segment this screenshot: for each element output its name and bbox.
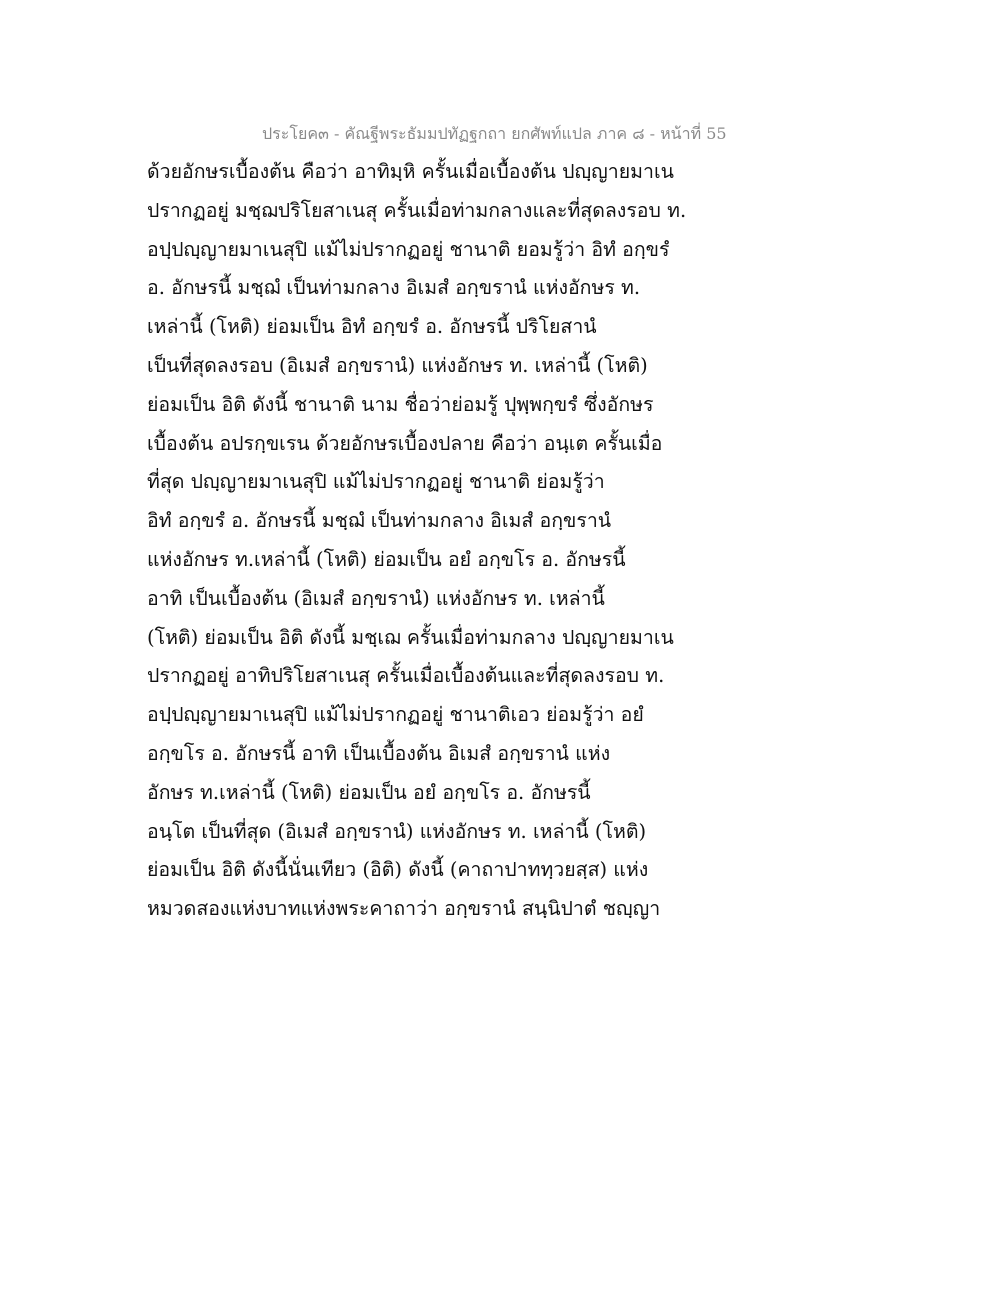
text-line: อนฺโต เป็นที่สุด (อิเมสํ อกฺขรานํ) แห่งอักษร ท. เหล่านี้ (โหติ): [147, 819, 647, 843]
body-text: [147, 153, 707, 929]
text-line: อปฺปญฺญายมาเนสุปิ แม้ไม่ปรากฏอยู่ ชานาติเอว ย่อมรู้ว่า อยํ: [147, 703, 644, 727]
text-line: ปรากฏอยู่ อาทิปริโยสาเนสุ ครั้นเมื่อเบื้องต้นและที่สุดลงรอบ ท.: [147, 664, 665, 688]
text-line: อ. อักษรนี้ มชฺฌํ เป็นท่ามกลาง อิเมสํ อกฺขรานํ แห่งอักษร ท.: [147, 276, 641, 300]
text-line: ย่อมเป็น อิติ ดังนี้ ชานาติ นาม ชื่อว่าย่อมรู้ ปุพฺพกฺขรํ ซึ่งอักษร: [147, 392, 654, 416]
text-line: แห่งอักษร ท.เหล่านี้ (โหติ) ย่อมเป็น อยํ อกฺขโร อ. อักษรนี้: [147, 547, 626, 571]
text-line: เหล่านี้ (โหติ) ย่อมเป็น อิทํ อกฺขรํ อ. อักษรนี้ ปริโยสานํ: [147, 315, 597, 339]
text-line: อิทํ อกฺขรํ อ. อักษรนี้ มชฺฌํ เป็นท่ามกลาง อิเมสํ อกฺขรานํ: [147, 509, 612, 533]
text-line: หมวดสองแห่งบาทแห่งพระคาถาว่า อกฺขรานํ สนฺนิปาตํ ชญฺญา: [147, 897, 661, 921]
text-line: ปรากฏอยู่ มชฺฌปริโยสาเนสุ ครั้นเมื่อท่ามกลางและที่สุดลงรอบ ท.: [147, 198, 687, 222]
text-line: ด้วยอักษรเบื้องต้น คือว่า อาทิมฺหิ ครั้นเมื่อเบื้องต้น ปญฺญายมาเน: [147, 160, 674, 183]
text-line: เบื้องต้น อปรกฺขเรน ด้วยอักษรเบื้องปลาย คือว่า อนฺเต ครั้นเมื่อ: [147, 431, 663, 455]
page-header: ประโยค๓ - คัณฐีพระธัมมปทัฏฐกถา ยกศัพท์แปล ภาค ๘ - หน้าที่ 55: [262, 124, 727, 143]
text-line: อาทิ เป็นเบื้องต้น (อิเมสํ อกฺขรานํ) แห่งอักษร ท. เหล่านี้: [147, 586, 605, 610]
text-line: ย่อมเป็น อิติ ดังนี้นั่นเทียว (อิติ) ดังนี้ (คาถาปาททฺวยสฺส) แห่ง: [147, 858, 649, 882]
text-line: อักษร ท.เหล่านี้ (โหติ) ย่อมเป็น อยํ อกฺขโร อ. อักษรนี้: [147, 780, 591, 804]
text-line: เป็นที่สุดลงรอบ (อิเมสํ อกฺขรานํ) แห่งอักษร ท. เหล่านี้ (โหติ): [147, 353, 648, 377]
text-line: อกฺขโร อ. อักษรนี้ อาทิ เป็นเบื้องต้น อิเมสํ อกฺขรานํ แห่ง: [147, 741, 611, 765]
text-line: (โหติ) ย่อมเป็น อิติ ดังนี้ มชฺเฌ ครั้นเมื่อท่ามกลาง ปญฺญายมาเน: [147, 625, 674, 649]
text-line: ที่สุด ปญฺญายมาเนสุปิ แม้ไม่ปรากฏอยู่ ชานาติ ย่อมรู้ว่า: [147, 470, 605, 494]
text-line: อปฺปญฺญายมาเนสุปิ แม้ไม่ปรากฏอยู่ ชานาติ ยอมรู้ว่า อิทํ อกฺขรํ: [147, 237, 670, 261]
